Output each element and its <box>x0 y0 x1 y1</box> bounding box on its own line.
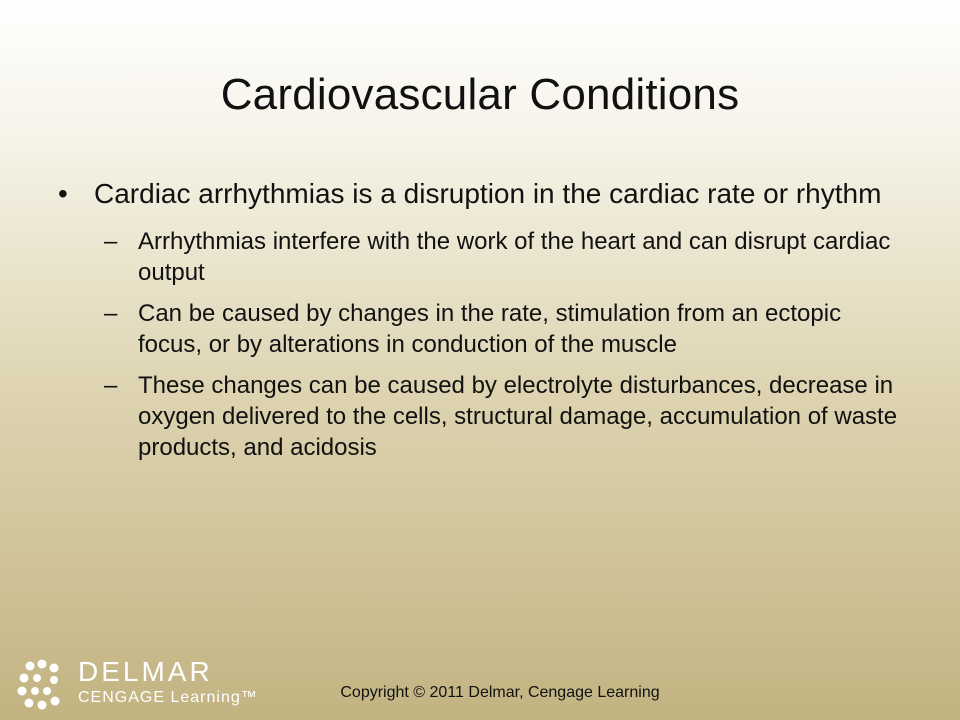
sub-bullet-marker: – <box>104 228 118 255</box>
logo-brand-name: DELMAR <box>78 656 213 687</box>
sub-bullet-text: Arrhythmias interfere with the work of the heart and can disrupt cardiac output <box>138 228 891 286</box>
slide-body <box>58 176 898 473</box>
sub-bullet-item <box>58 370 898 463</box>
bullet-item <box>58 176 898 212</box>
copyright-text: Copyright © 2011 Delmar, Cengage Learning <box>340 684 660 701</box>
slide-title: Cardiovascular Conditions <box>220 70 740 119</box>
sub-bullet-item <box>58 226 898 288</box>
sub-bullet-text: These changes can be caused by electrolyte disturbances, decrease in oxygen delivered to the cells, structural damage, accumulation of waste products, and acidosis <box>138 372 898 461</box>
bullet-text: Cardiac arrhythmias is a disruption in the cardiac rate or rhythm <box>94 178 882 209</box>
delmar-dots-logo-icon <box>14 656 70 712</box>
delmar-cengage-logo <box>14 656 258 712</box>
sub-bullet-text: Can be caused by changes in the rate, stimulation from an ectopic focus, or by alterations in conduction of the muscle <box>138 300 842 358</box>
sub-bullet-item <box>58 298 898 360</box>
sub-bullet-marker: – <box>104 300 118 327</box>
logo-brand-subtitle: CENGAGE Learning™ <box>78 689 258 706</box>
bullet-marker: • <box>58 178 68 209</box>
sub-bullet-marker: – <box>104 372 118 399</box>
